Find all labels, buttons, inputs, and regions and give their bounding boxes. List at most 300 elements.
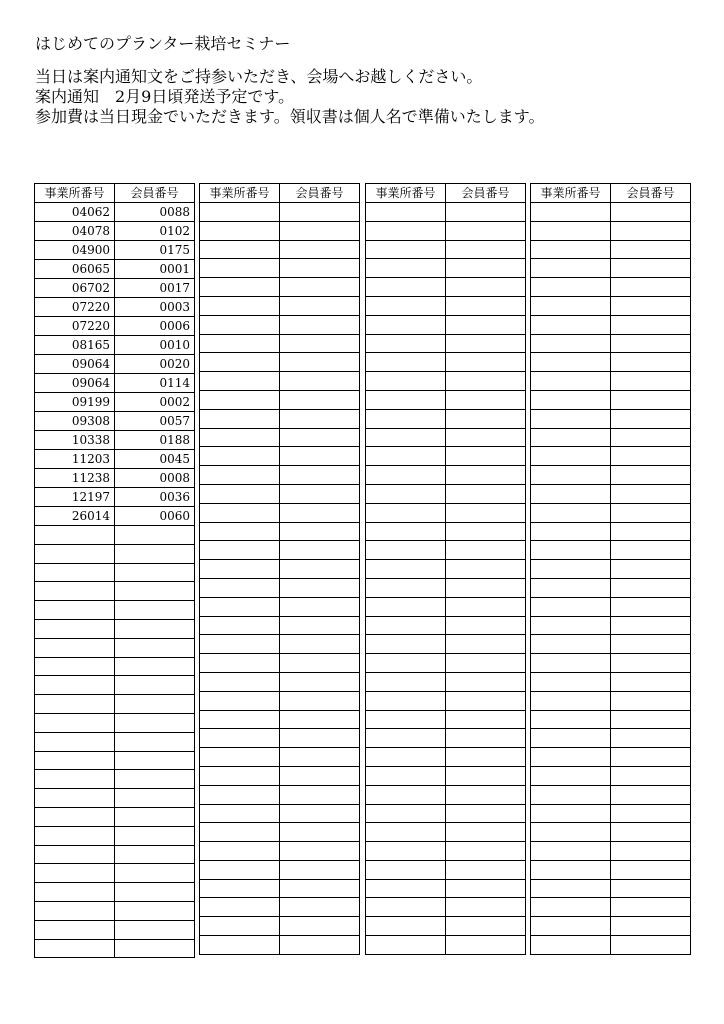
table-row	[35, 203, 195, 222]
member-number-cell	[280, 729, 360, 748]
table-row	[35, 713, 195, 732]
member-number-cell: 0020	[115, 355, 195, 374]
table-row	[366, 353, 526, 372]
member-number-cell	[280, 691, 360, 710]
office-number-cell	[35, 883, 115, 902]
member-number-cell	[280, 823, 360, 842]
office-number-cell: 06065	[35, 260, 115, 279]
table-row	[531, 409, 691, 428]
table-row	[366, 334, 526, 353]
table-row	[531, 785, 691, 804]
table-row	[531, 729, 691, 748]
office-number-cell	[200, 729, 280, 748]
office-number-cell	[531, 315, 611, 334]
office-number-cell	[200, 296, 280, 315]
member-number-cell	[115, 901, 195, 920]
office-number-cell	[35, 619, 115, 638]
office-number-cell	[531, 334, 611, 353]
member-number-cell	[280, 748, 360, 767]
table-row	[531, 879, 691, 898]
office-number-cell	[531, 484, 611, 503]
office-number-cell	[200, 860, 280, 879]
office-number-cell	[35, 638, 115, 657]
member-number-header: 会員番号	[446, 184, 526, 203]
office-number-cell	[200, 748, 280, 767]
table-row	[200, 860, 360, 879]
office-number-cell	[366, 259, 446, 278]
table-row	[200, 804, 360, 823]
member-number-cell	[446, 804, 526, 823]
table-row	[200, 315, 360, 334]
office-number-cell	[531, 353, 611, 372]
office-number-cell	[531, 597, 611, 616]
office-number-cell	[200, 203, 280, 222]
table-row	[200, 428, 360, 447]
table-row	[35, 431, 195, 450]
table-row	[366, 372, 526, 391]
table-row	[35, 393, 195, 412]
table-row	[200, 842, 360, 861]
office-number-cell	[35, 845, 115, 864]
member-number-cell	[280, 879, 360, 898]
table-row	[366, 654, 526, 673]
table-row	[35, 563, 195, 582]
table-row	[366, 785, 526, 804]
office-number-cell	[531, 748, 611, 767]
table-row	[200, 447, 360, 466]
table-row	[366, 635, 526, 654]
member-number-cell	[446, 541, 526, 560]
member-number-cell: 0057	[115, 412, 195, 431]
table-row	[35, 317, 195, 336]
member-number-cell	[115, 657, 195, 676]
table-row	[35, 450, 195, 469]
member-number-cell	[280, 390, 360, 409]
table-row	[35, 751, 195, 770]
office-number-cell	[531, 710, 611, 729]
office-number-cell	[200, 428, 280, 447]
office-number-cell: 09199	[35, 393, 115, 412]
member-number-cell	[446, 672, 526, 691]
member-number-cell: 0017	[115, 279, 195, 298]
table-row	[531, 447, 691, 466]
member-number-cell	[611, 785, 691, 804]
table-row	[531, 710, 691, 729]
member-number-cell	[611, 672, 691, 691]
table-row	[35, 488, 195, 507]
table-row	[366, 203, 526, 222]
office-number-cell	[531, 898, 611, 917]
table-row	[35, 657, 195, 676]
table-row	[531, 372, 691, 391]
member-number-cell	[611, 484, 691, 503]
member-number-cell	[446, 597, 526, 616]
table-row	[200, 522, 360, 541]
member-number-cell	[280, 597, 360, 616]
roster-table-4	[530, 183, 691, 955]
member-number-cell	[611, 560, 691, 579]
office-number-cell	[366, 522, 446, 541]
office-number-cell	[35, 526, 115, 545]
member-number-cell	[280, 766, 360, 785]
member-number-cell	[611, 898, 691, 917]
office-number-cell	[200, 315, 280, 334]
member-number-cell	[280, 296, 360, 315]
office-number-cell: 26014	[35, 507, 115, 526]
member-number-cell	[115, 939, 195, 958]
table-row	[200, 917, 360, 936]
table-row	[35, 355, 195, 374]
member-number-cell	[446, 278, 526, 297]
office-number-cell	[366, 785, 446, 804]
member-number-cell	[446, 578, 526, 597]
page-title: はじめてのプランター栽培セミナー	[35, 34, 291, 53]
table-row	[366, 259, 526, 278]
office-number-cell	[35, 713, 115, 732]
table-row	[200, 541, 360, 560]
office-number-cell	[200, 353, 280, 372]
member-number-cell	[446, 390, 526, 409]
member-number-cell	[115, 676, 195, 695]
table-row	[366, 616, 526, 635]
member-number-cell	[115, 601, 195, 620]
member-number-cell	[611, 804, 691, 823]
office-number-cell	[200, 409, 280, 428]
office-number-cell	[366, 860, 446, 879]
member-number-cell	[115, 807, 195, 826]
member-number-cell	[611, 372, 691, 391]
member-number-cell	[446, 766, 526, 785]
office-number-cell	[531, 860, 611, 879]
office-number-cell	[200, 691, 280, 710]
member-number-cell	[280, 860, 360, 879]
table-row	[35, 336, 195, 355]
table-row	[366, 804, 526, 823]
member-number-cell	[115, 619, 195, 638]
table-row	[35, 883, 195, 902]
office-number-cell	[200, 372, 280, 391]
member-number-cell	[611, 278, 691, 297]
member-number-cell	[611, 353, 691, 372]
table-row	[200, 240, 360, 259]
member-number-cell	[611, 936, 691, 955]
table-row	[200, 203, 360, 222]
table-row	[531, 597, 691, 616]
office-number-cell	[200, 766, 280, 785]
member-number-cell	[280, 240, 360, 259]
member-number-cell	[611, 823, 691, 842]
roster-table-3	[365, 183, 526, 955]
member-number-cell: 0036	[115, 488, 195, 507]
member-number-cell	[446, 917, 526, 936]
table-row	[366, 296, 526, 315]
table-row	[531, 898, 691, 917]
member-number-cell	[115, 789, 195, 808]
member-number-cell	[611, 334, 691, 353]
office-number-cell: 04078	[35, 222, 115, 241]
office-number-cell	[200, 447, 280, 466]
table-row	[200, 616, 360, 635]
office-number-cell	[200, 898, 280, 917]
office-number-cell	[531, 372, 611, 391]
member-number-cell	[446, 484, 526, 503]
note-line: 参加費は当日現金でいただきます。領収書は個人名で準備いたします。	[35, 107, 545, 126]
office-number-cell	[200, 221, 280, 240]
member-number-cell: 0010	[115, 336, 195, 355]
member-number-header: 会員番号	[280, 184, 360, 203]
table-row	[531, 484, 691, 503]
office-number-cell	[531, 616, 611, 635]
member-number-cell	[446, 691, 526, 710]
member-number-cell	[446, 428, 526, 447]
office-number-cell	[200, 334, 280, 353]
member-number-cell	[446, 296, 526, 315]
table-row	[366, 466, 526, 485]
office-number-cell	[531, 390, 611, 409]
office-number-cell	[531, 503, 611, 522]
member-number-cell	[611, 541, 691, 560]
table-row	[200, 278, 360, 297]
roster-table-1	[34, 183, 195, 958]
office-number-cell: 04062	[35, 203, 115, 222]
member-number-cell	[446, 315, 526, 334]
office-number-cell	[200, 635, 280, 654]
member-number-cell	[611, 842, 691, 861]
member-number-cell	[611, 691, 691, 710]
office-number-cell	[366, 898, 446, 917]
member-number-cell	[611, 315, 691, 334]
office-number-cell: 12197	[35, 488, 115, 507]
office-number-cell	[200, 936, 280, 955]
member-number-cell	[115, 544, 195, 563]
table-row	[531, 353, 691, 372]
office-number-cell	[366, 315, 446, 334]
member-number-cell	[115, 864, 195, 883]
office-number-cell	[200, 879, 280, 898]
table-row	[366, 936, 526, 955]
table-row	[200, 353, 360, 372]
member-number-cell	[611, 597, 691, 616]
member-number-cell	[611, 860, 691, 879]
table-row	[200, 390, 360, 409]
member-number-cell	[280, 334, 360, 353]
table-row	[366, 409, 526, 428]
member-number-cell	[280, 278, 360, 297]
member-number-cell	[446, 447, 526, 466]
office-number-header: 事業所番号	[366, 184, 446, 203]
table-row	[200, 879, 360, 898]
table-row	[35, 676, 195, 695]
office-number-cell	[366, 766, 446, 785]
office-number-cell	[200, 560, 280, 579]
member-number-cell	[280, 372, 360, 391]
table-row	[35, 260, 195, 279]
member-number-cell	[611, 748, 691, 767]
table-row	[200, 597, 360, 616]
table-row	[531, 804, 691, 823]
member-number-cell	[611, 259, 691, 278]
member-number-cell	[280, 917, 360, 936]
member-number-cell	[115, 845, 195, 864]
member-number-cell	[446, 635, 526, 654]
member-number-cell: 0188	[115, 431, 195, 450]
office-number-cell	[366, 748, 446, 767]
member-number-cell	[280, 560, 360, 579]
member-number-cell	[446, 221, 526, 240]
office-number-cell	[200, 823, 280, 842]
member-number-cell: 0001	[115, 260, 195, 279]
office-number-cell	[531, 672, 611, 691]
office-number-cell	[366, 842, 446, 861]
member-number-cell	[446, 785, 526, 804]
member-number-cell: 0002	[115, 393, 195, 412]
table-row	[366, 672, 526, 691]
office-number-cell	[366, 203, 446, 222]
table-row	[366, 240, 526, 259]
member-number-cell	[115, 713, 195, 732]
office-number-cell	[200, 917, 280, 936]
office-number-cell	[531, 654, 611, 673]
office-number-cell	[366, 353, 446, 372]
table-row	[200, 635, 360, 654]
member-number-cell	[280, 804, 360, 823]
table-row	[531, 240, 691, 259]
table-row	[531, 842, 691, 861]
office-number-cell	[531, 296, 611, 315]
office-number-cell	[531, 560, 611, 579]
member-number-cell	[280, 203, 360, 222]
office-number-cell	[366, 466, 446, 485]
table-row	[35, 638, 195, 657]
table-row	[366, 428, 526, 447]
office-number-cell	[366, 503, 446, 522]
member-number-cell	[280, 578, 360, 597]
member-number-header: 会員番号	[115, 184, 195, 203]
member-number-cell	[611, 409, 691, 428]
office-number-cell	[200, 522, 280, 541]
member-number-cell	[611, 879, 691, 898]
office-number-cell	[366, 804, 446, 823]
office-number-cell	[35, 920, 115, 939]
member-number-cell: 0008	[115, 469, 195, 488]
table-row	[531, 672, 691, 691]
office-number-cell	[35, 601, 115, 620]
office-number-cell	[366, 823, 446, 842]
office-number-cell	[531, 428, 611, 447]
member-number-cell	[611, 296, 691, 315]
table-header-row	[35, 184, 195, 203]
office-number-cell: 09064	[35, 355, 115, 374]
table-row	[531, 917, 691, 936]
member-number-cell	[611, 616, 691, 635]
office-number-cell	[366, 691, 446, 710]
member-number-cell	[115, 695, 195, 714]
office-number-cell	[531, 879, 611, 898]
office-number-cell	[366, 541, 446, 560]
member-number-cell: 0060	[115, 507, 195, 526]
table-row	[531, 936, 691, 955]
table-row	[200, 578, 360, 597]
member-number-cell	[611, 654, 691, 673]
office-number-cell	[366, 672, 446, 691]
member-number-cell	[446, 879, 526, 898]
member-number-cell	[446, 353, 526, 372]
table-row	[531, 390, 691, 409]
office-number-cell	[366, 936, 446, 955]
member-number-cell	[611, 390, 691, 409]
office-number-cell	[200, 484, 280, 503]
table-row	[366, 447, 526, 466]
office-number-cell	[531, 578, 611, 597]
office-number-cell	[366, 879, 446, 898]
office-number-cell: 09308	[35, 412, 115, 431]
table-row	[366, 578, 526, 597]
member-number-cell	[115, 638, 195, 657]
office-number-header: 事業所番号	[200, 184, 280, 203]
member-number-cell	[280, 503, 360, 522]
table-row	[200, 466, 360, 485]
table-row	[531, 541, 691, 560]
office-number-cell	[531, 804, 611, 823]
table-row	[531, 522, 691, 541]
office-number-cell: 06702	[35, 279, 115, 298]
note-line: 当日は案内通知文をご持参いただき、会場へお越しください。	[35, 67, 483, 86]
table-row	[366, 729, 526, 748]
table-row	[366, 315, 526, 334]
table-row	[531, 428, 691, 447]
office-number-cell	[200, 804, 280, 823]
office-number-cell	[200, 842, 280, 861]
table-row	[35, 279, 195, 298]
office-number-cell	[35, 864, 115, 883]
table-row	[200, 334, 360, 353]
member-number-cell	[446, 466, 526, 485]
member-number-cell	[446, 616, 526, 635]
office-number-cell: 09064	[35, 374, 115, 393]
table-row	[366, 560, 526, 579]
member-number-cell: 0006	[115, 317, 195, 336]
table-row	[35, 601, 195, 620]
table-row	[200, 296, 360, 315]
member-number-cell	[611, 466, 691, 485]
table-row	[200, 823, 360, 842]
table-header-row	[366, 184, 526, 203]
table-row	[366, 484, 526, 503]
table-row	[531, 259, 691, 278]
table-row	[531, 823, 691, 842]
member-number-cell	[446, 560, 526, 579]
office-number-cell	[35, 676, 115, 695]
office-number-cell	[200, 503, 280, 522]
member-number-cell	[115, 920, 195, 939]
member-number-cell	[446, 748, 526, 767]
table-row	[200, 259, 360, 278]
table-row	[531, 334, 691, 353]
table-row	[366, 917, 526, 936]
office-number-cell	[531, 635, 611, 654]
office-number-cell	[366, 654, 446, 673]
office-number-cell	[200, 710, 280, 729]
table-row	[35, 222, 195, 241]
table-row	[200, 785, 360, 804]
office-number-cell	[200, 259, 280, 278]
table-row	[35, 920, 195, 939]
table-header-row	[200, 184, 360, 203]
member-number-cell	[611, 578, 691, 597]
office-number-cell	[35, 732, 115, 751]
notes-block	[35, 67, 544, 127]
table-row	[531, 691, 691, 710]
